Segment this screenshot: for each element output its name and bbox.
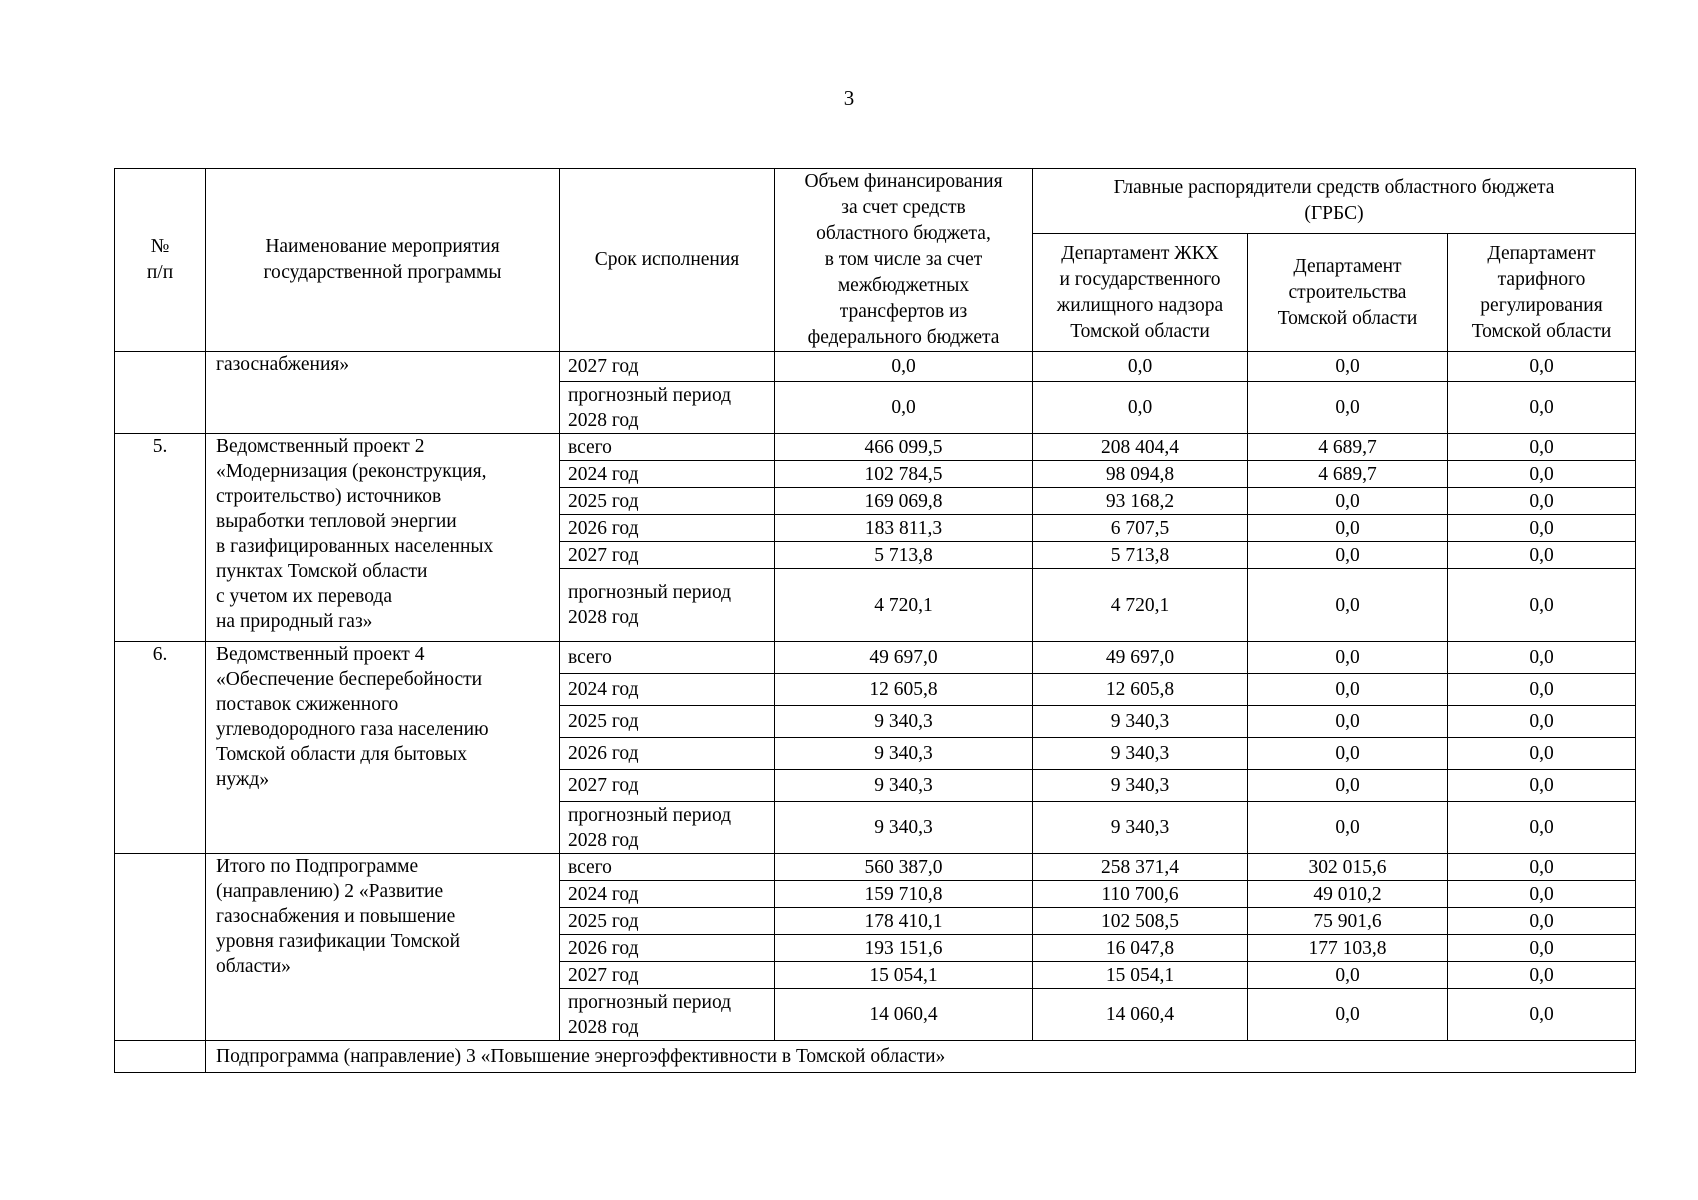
dep-construction-cell: 0,0 <box>1248 706 1448 738</box>
dep-zhkh-cell: 14 060,4 <box>1033 989 1248 1041</box>
measure-name: газоснабжения» <box>206 352 560 434</box>
measure-name: Ведомственный проект 2 «Модернизация (реконструкция, строительство) источников выработки тепловой энергии в газифицированных населенных пунктах Томской области с учетом их перевода на природный газ» <box>206 434 560 642</box>
dep-tariff-cell: 0,0 <box>1448 989 1636 1041</box>
dep-construction-cell: 302 015,6 <box>1248 854 1448 881</box>
dep-zhkh-cell: 110 700,6 <box>1033 881 1248 908</box>
dep-tariff-cell: 0,0 <box>1448 352 1636 382</box>
dep-construction-cell: 0,0 <box>1248 542 1448 569</box>
volume-cell: 15 054,1 <box>775 962 1033 989</box>
period-cell: 2024 год <box>560 881 775 908</box>
dep-construction-cell: 0,0 <box>1248 515 1448 542</box>
period-cell: 2024 год <box>560 674 775 706</box>
dep-tariff-cell: 0,0 <box>1448 382 1636 434</box>
row-number <box>115 352 206 434</box>
dep-construction-cell: 0,0 <box>1248 989 1448 1041</box>
period-cell: прогнозный период 2028 год <box>560 382 775 434</box>
dep-tariff-cell: 0,0 <box>1448 706 1636 738</box>
header-dep-tariff: Департамент тарифного регулирования Томской области <box>1448 234 1636 352</box>
volume-cell: 9 340,3 <box>775 802 1033 854</box>
period-cell: всего <box>560 854 775 881</box>
volume-cell: 169 069,8 <box>775 488 1033 515</box>
volume-cell: 183 811,3 <box>775 515 1033 542</box>
dep-construction-cell: 0,0 <box>1248 569 1448 642</box>
dep-tariff-cell: 0,0 <box>1448 515 1636 542</box>
header-grbs: Главные распорядители средств областного бюджета (ГРБС) <box>1033 169 1636 234</box>
dep-zhkh-cell: 102 508,5 <box>1033 908 1248 935</box>
dep-construction-cell: 4 689,7 <box>1248 434 1448 461</box>
dep-tariff-cell: 0,0 <box>1448 642 1636 674</box>
dep-zhkh-cell: 98 094,8 <box>1033 461 1248 488</box>
period-cell: 2026 год <box>560 935 775 962</box>
subprogram-title: Подпрограмма (направление) 3 «Повышение энергоэффективности в Томской области» <box>206 1041 1636 1073</box>
volume-cell: 9 340,3 <box>775 706 1033 738</box>
table-row <box>115 642 1636 674</box>
volume-cell: 0,0 <box>775 382 1033 434</box>
dep-zhkh-cell: 6 707,5 <box>1033 515 1248 542</box>
dep-zhkh-cell: 15 054,1 <box>1033 962 1248 989</box>
dep-construction-cell: 49 010,2 <box>1248 881 1448 908</box>
dep-construction-cell: 0,0 <box>1248 802 1448 854</box>
volume-cell: 12 605,8 <box>775 674 1033 706</box>
dep-tariff-cell: 0,0 <box>1448 434 1636 461</box>
volume-cell: 178 410,1 <box>775 908 1033 935</box>
row-number: 6. <box>115 642 206 854</box>
volume-cell: 0,0 <box>775 352 1033 382</box>
dep-zhkh-cell: 258 371,4 <box>1033 854 1248 881</box>
period-cell: прогнозный период 2028 год <box>560 989 775 1041</box>
dep-zhkh-cell: 93 168,2 <box>1033 488 1248 515</box>
dep-zhkh-cell: 16 047,8 <box>1033 935 1248 962</box>
page-number: 3 <box>843 86 855 110</box>
empty-cell <box>115 1041 206 1073</box>
volume-cell: 4 720,1 <box>775 569 1033 642</box>
dep-construction-cell: 0,0 <box>1248 488 1448 515</box>
dep-tariff-cell: 0,0 <box>1448 962 1636 989</box>
period-cell: всего <box>560 642 775 674</box>
dep-tariff-cell: 0,0 <box>1448 738 1636 770</box>
dep-tariff-cell: 0,0 <box>1448 770 1636 802</box>
dep-construction-cell: 0,0 <box>1248 382 1448 434</box>
period-cell: прогнозный период 2028 год <box>560 569 775 642</box>
row-number: 5. <box>115 434 206 642</box>
measure-name: Ведомственный проект 4 «Обеспечение бесперебойности поставок сжиженного углеводородного газа населению Томской области для бытовых нужд» <box>206 642 560 854</box>
header-term: Срок исполнения <box>560 169 775 352</box>
measure-name: Итого по Подпрограмме (направлению) 2 «Развитие газоснабжения и повышение уровня газификации Томской области» <box>206 854 560 1041</box>
table-row <box>115 352 1636 382</box>
period-cell: 2026 год <box>560 738 775 770</box>
volume-cell: 466 099,5 <box>775 434 1033 461</box>
dep-zhkh-cell: 208 404,4 <box>1033 434 1248 461</box>
row-number <box>115 854 206 1041</box>
period-cell: всего <box>560 434 775 461</box>
period-cell: 2026 год <box>560 515 775 542</box>
dep-construction-cell: 75 901,6 <box>1248 908 1448 935</box>
financing-table <box>114 168 1636 1073</box>
dep-construction-cell: 0,0 <box>1248 674 1448 706</box>
dep-construction-cell: 177 103,8 <box>1248 935 1448 962</box>
dep-zhkh-cell: 49 697,0 <box>1033 642 1248 674</box>
period-cell: 2025 год <box>560 706 775 738</box>
period-cell: 2025 год <box>560 908 775 935</box>
dep-tariff-cell: 0,0 <box>1448 488 1636 515</box>
table-row <box>115 854 1636 881</box>
dep-tariff-cell: 0,0 <box>1448 542 1636 569</box>
volume-cell: 14 060,4 <box>775 989 1033 1041</box>
volume-cell: 49 697,0 <box>775 642 1033 674</box>
dep-zhkh-cell: 9 340,3 <box>1033 706 1248 738</box>
dep-zhkh-cell: 5 713,8 <box>1033 542 1248 569</box>
dep-construction-cell: 0,0 <box>1248 770 1448 802</box>
dep-zhkh-cell: 12 605,8 <box>1033 674 1248 706</box>
period-cell: 2025 год <box>560 488 775 515</box>
dep-tariff-cell: 0,0 <box>1448 461 1636 488</box>
dep-tariff-cell: 0,0 <box>1448 854 1636 881</box>
dep-construction-cell: 0,0 <box>1248 352 1448 382</box>
volume-cell: 193 151,6 <box>775 935 1033 962</box>
volume-cell: 5 713,8 <box>775 542 1033 569</box>
dep-construction-cell: 4 689,7 <box>1248 461 1448 488</box>
volume-cell: 102 784,5 <box>775 461 1033 488</box>
dep-tariff-cell: 0,0 <box>1448 569 1636 642</box>
dep-zhkh-cell: 9 340,3 <box>1033 802 1248 854</box>
subprogram-row <box>115 1041 1636 1073</box>
period-cell: 2027 год <box>560 770 775 802</box>
period-cell: 2027 год <box>560 962 775 989</box>
header-number: № п/п <box>115 169 206 352</box>
dep-tariff-cell: 0,0 <box>1448 935 1636 962</box>
header-name: Наименование мероприятия государственной программы <box>206 169 560 352</box>
dep-construction-cell: 0,0 <box>1248 738 1448 770</box>
dep-zhkh-cell: 4 720,1 <box>1033 569 1248 642</box>
period-cell: 2027 год <box>560 352 775 382</box>
volume-cell: 159 710,8 <box>775 881 1033 908</box>
dep-construction-cell: 0,0 <box>1248 642 1448 674</box>
header-volume: Объем финансирования за счет средств областного бюджета, в том числе за счет межбюджетных трансфертов из федерального бюджета <box>775 169 1033 352</box>
dep-tariff-cell: 0,0 <box>1448 674 1636 706</box>
dep-tariff-cell: 0,0 <box>1448 908 1636 935</box>
dep-zhkh-cell: 0,0 <box>1033 352 1248 382</box>
dep-tariff-cell: 0,0 <box>1448 802 1636 854</box>
volume-cell: 560 387,0 <box>775 854 1033 881</box>
header-dep-zhkh: Департамент ЖКХ и государственного жилищного надзора Томской области <box>1033 234 1248 352</box>
dep-construction-cell: 0,0 <box>1248 962 1448 989</box>
period-cell: прогнозный период 2028 год <box>560 802 775 854</box>
header-dep-construction: Департамент строительства Томской области <box>1248 234 1448 352</box>
dep-zhkh-cell: 9 340,3 <box>1033 738 1248 770</box>
dep-zhkh-cell: 0,0 <box>1033 382 1248 434</box>
dep-tariff-cell: 0,0 <box>1448 881 1636 908</box>
volume-cell: 9 340,3 <box>775 738 1033 770</box>
dep-zhkh-cell: 9 340,3 <box>1033 770 1248 802</box>
table-row <box>115 434 1636 461</box>
period-cell: 2027 год <box>560 542 775 569</box>
volume-cell: 9 340,3 <box>775 770 1033 802</box>
period-cell: 2024 год <box>560 461 775 488</box>
